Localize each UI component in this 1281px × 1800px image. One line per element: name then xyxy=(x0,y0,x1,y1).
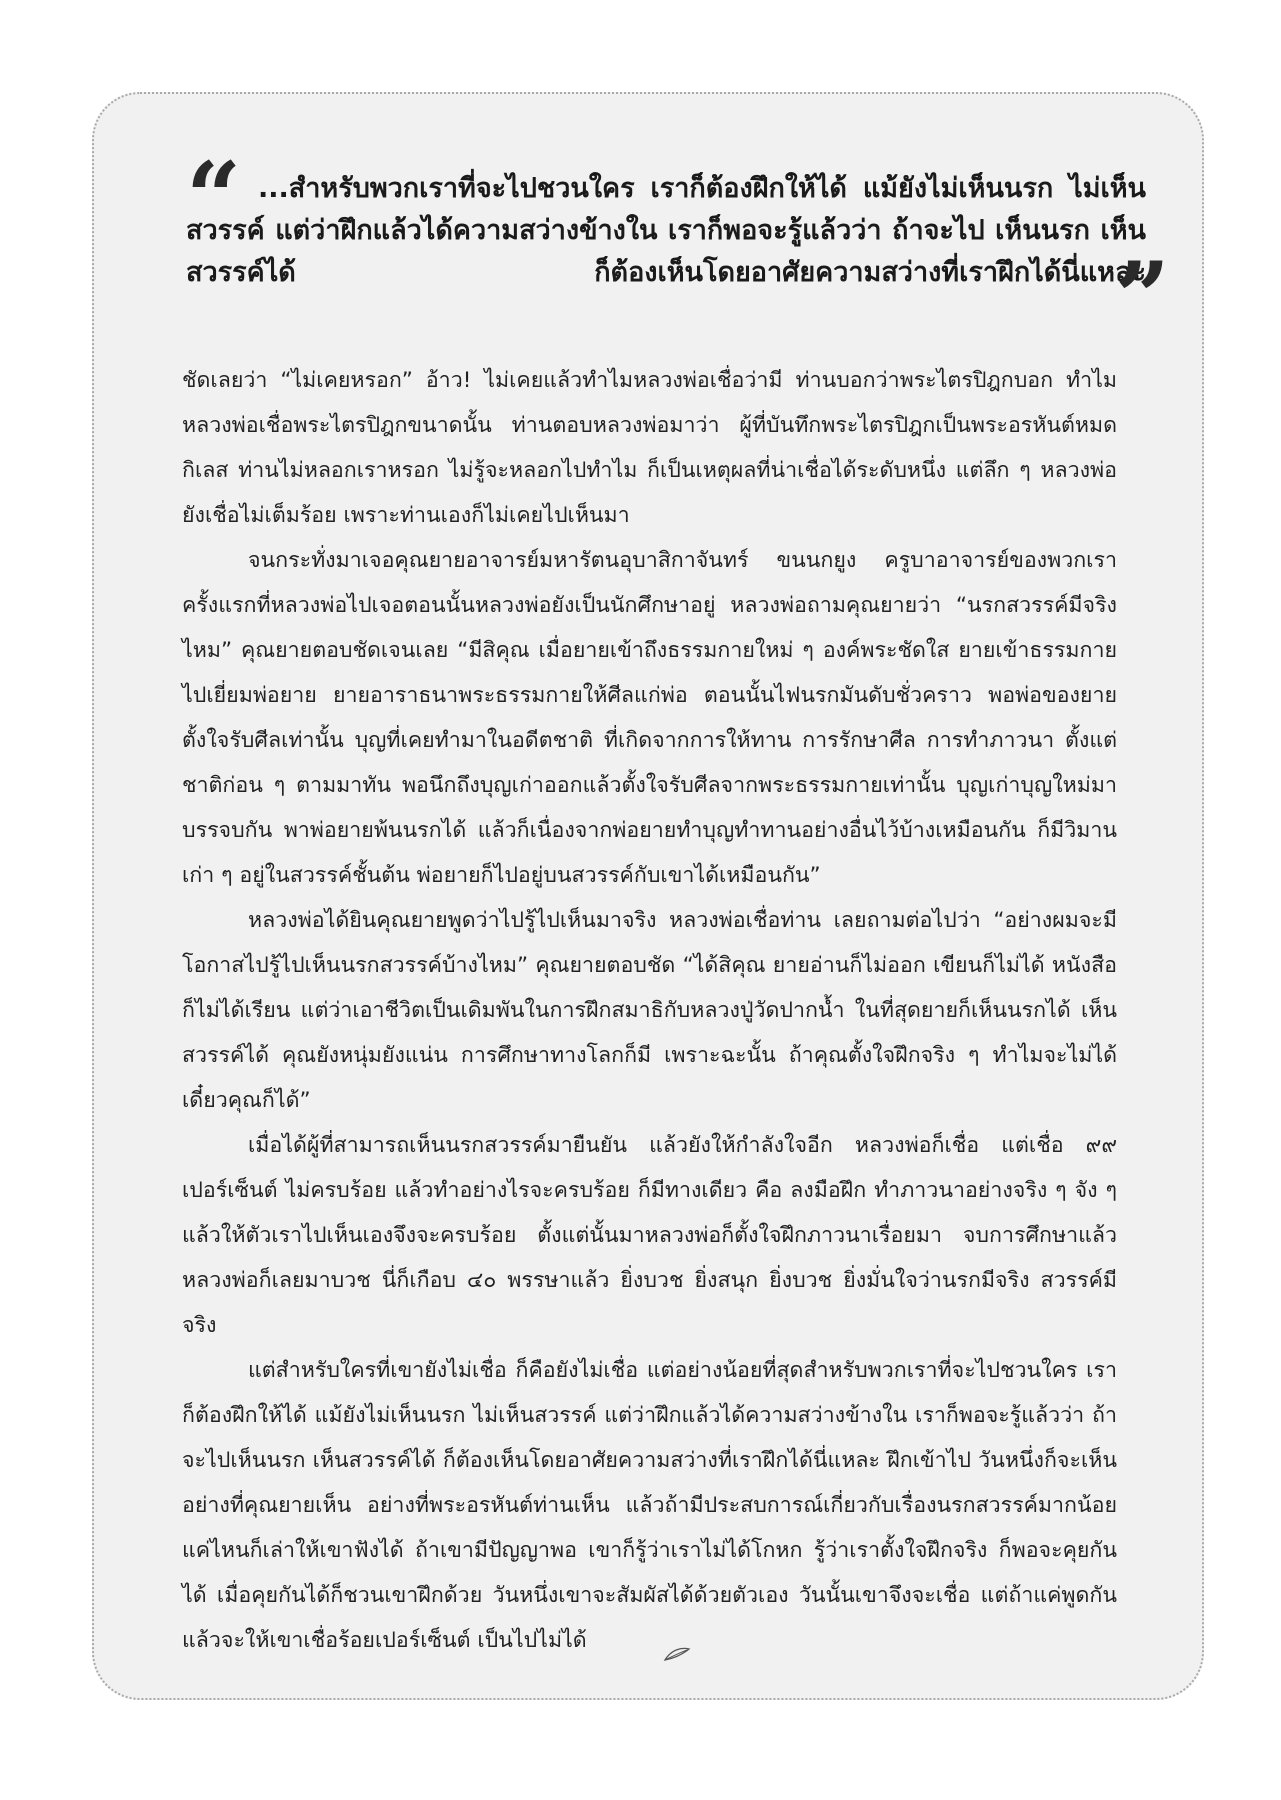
pull-quote-text: ...สำหรับพวกเราที่จะไปชวนใคร เราก็ต้องฝึกให้ได้ แม้ยังไม่เห็นนรก ไม่เห็นสวรรค์ แต่ว่าฝึกแล้วได้ความสว่างข้างใน เราก็พอจะรู้แล้วว่า ถ้าจะไป เห็นนรก เห็นสวรรค์ได้ ก็ต้องเห็นโดยอาศัยความสว่างที่เราฝึกได้นี่แหละ xyxy=(186,173,1146,288)
leaf-end-mark-icon xyxy=(597,1633,625,1649)
open-quote-mark: “ xyxy=(186,141,242,254)
paragraph-2: จนกระทั่งมาเจอคุณยายอาจารย์มหารัตนอุบาสิกาจันทร์ ขนนกยูง ครูบาอาจารย์ของพวกเรา ครั้งแรกที่หลวงพ่อไปเจอตอนนั้นหลวงพ่อยังเป็นนักศึกษาอยู่ หลวงพ่อถามคุณยายว่า “นรกสวรรค์มีจริงไหม” คุณยายตอบชัดเจนเลย “มีสิคุณ เมื่อยายเข้าถึงธรรมกายใหม่ ๆ องค์พระชัดใส ยายเข้าธรรมกายไปเยี่ยมพ่อยาย ยายอาราธนาพระธรรมกายให้ศีลแก่พ่อ ตอนนั้นไฟนรกมันดับชั่วคราว พอพ่อของยายตั้งใจรับศีลเท่านั้น บุญที่เคยทำมาในอดีตชาติ ที่เกิดจากการให้ทาน การรักษาศีล การทำภาวนา ตั้งแต่ชาติก่อน ๆ ตามมาทัน พอนึกถึงบุญเก่าออกแล้วตั้งใจรับศีลจากพระธรรมกายเท่านั้น บุญเก่าบุญใหม่มาบรรจบกัน พาพ่อยายพ้นนรกได้ แล้วก็เนื่องจากพ่อยายทำบุญทำทานอย่างอื่นไว้บ้างเหมือนกัน ก็มีวิมานเก่า ๆ อยู่ในสวรรค์ชั้นต้น พ่อยายก็ไปอยู่บนสวรรค์กับเขาได้เหมือนกัน” xyxy=(182,548,1117,888)
article-body xyxy=(182,358,1117,1663)
paragraph-4: เมื่อได้ผู้ที่สามารถเห็นนรกสวรรค์มายืนยัน แล้วยังให้กำลังใจอีก หลวงพ่อก็เชื่อ แต่เชื่อ ๙๙ เปอร์เซ็นต์ ไม่ครบร้อย แล้วทำอย่างไรจะครบร้อย ก็มีทางเดียว คือ ลงมือฝึก ทำภาวนาอย่างจริง ๆ จัง ๆ แล้วให้ตัวเราไปเห็นเองจึงจะครบร้อย ตั้งแต่นั้นมาหลวงพ่อก็ตั้งใจฝึกภาวนาเรื่อยมา จบการศึกษาแล้วหลวงพ่อก็เลยมาบวช นี่ก็เกือบ ๔๐ พรรษาแล้ว ยิ่งบวช ยิ่งสนุก ยิ่งบวช ยิ่งมั่นใจว่านรกมีจริง สวรรค์มีจริง xyxy=(182,1133,1117,1338)
paragraph-5-text: แต่สำหรับใครที่เขายังไม่เชื่อ ก็คือยังไม่เชื่อ แต่อย่างน้อยที่สุดสำหรับพวกเราที่จะไปชวนใคร เราก็ต้องฝึกให้ได้ แม้ยังไม่เห็นนรก ไม่เห็นสวรรค์ แต่ว่าฝึกแล้วได้ความสว่างข้างใน เราก็พอจะรู้แล้วว่า ถ้าจะไปเห็นนรก เห็นสวรรค์ได้ ก็ต้องเห็นโดยอาศัยความสว่างที่เราฝึกได้นี่แหละ ฝึกเข้าไป วันหนึ่งก็จะเห็นอย่างที่คุณยายเห็น อย่างที่พระอรหันต์ท่านเห็น แล้วถ้ามีประสบการณ์เกี่ยวกับเรื่องนรกสวรรค์มากน้อยแค่ไหนก็เล่าให้เขาฟังได้ ถ้าเขามีปัญญาพอ เขาก็รู้ว่าเราไม่ได้โกหก รู้ว่าเราตั้งใจฝึกจริง ก็พอจะคุยกันได้ เมื่อคุยกันได้ก็ชวนเขาฝึกด้วย วันหนึ่งเขาจะสัมผัสได้ด้วยตัวเอง วันนั้นเขาจึงจะเชื่อ แต่ถ้าแค่พูดกันแล้วจะให้เขาเชื่อร้อยเปอร์เซ็นต์ เป็นไปไม่ได้ xyxy=(182,1358,1117,1653)
pull-quote xyxy=(186,141,1170,354)
paragraph-3: หลวงพ่อได้ยินคุณยายพูดว่าไปรู้ไปเห็นมาจริง หลวงพ่อเชื่อท่าน เลยถามต่อไปว่า “อย่างผมจะมีโอกาสไปรู้ไปเห็นนรกสวรรค์บ้างไหม” คุณยายตอบชัด “ได้สิคุณ ยายอ่านก็ไม่ออก เขียนก็ไม่ได้ หนังสือก็ไม่ได้เรียน แต่ว่าเอาชีวิตเป็นเดิมพันในการฝึกสมาธิกับหลวงปู่วัดปากน้ำ ในที่สุดยายก็เห็นนรกได้ เห็นสวรรค์ได้ คุณยังหนุ่มยังแน่น การศึกษาทางโลกก็มี เพราะฉะนั้น ถ้าคุณตั้งใจฝึกจริง ๆ ทำไมจะไม่ได้ เดี๋ยวคุณก็ได้” xyxy=(182,908,1117,1113)
paragraph-5 xyxy=(182,1348,1117,1663)
close-quote-mark: ” xyxy=(1114,241,1170,354)
paragraph-1: ชัดเลยว่า “ไม่เคยหรอก” อ้าว! ไม่เคยแล้วทำไมหลวงพ่อเชื่อว่ามี ท่านบอกว่าพระไตรปิฎกบอก ทำไมหลวงพ่อเชื่อพระไตรปิฎกขนาดนั้น ท่านตอบหลวงพ่อมาว่า ผู้ที่บันทึกพระไตรปิฎกเป็นพระอรหันต์หมดกิเลส ท่านไม่หลอกเราหรอก ไม่รู้จะหลอกไปทำไม ก็เป็นเหตุผลที่น่าเชื่อได้ระดับหนึ่ง แต่ลึก ๆ หลวงพ่อยังเชื่อไม่เต็มร้อย เพราะท่านเองก็ไม่เคยไปเห็นมา xyxy=(182,368,1117,528)
